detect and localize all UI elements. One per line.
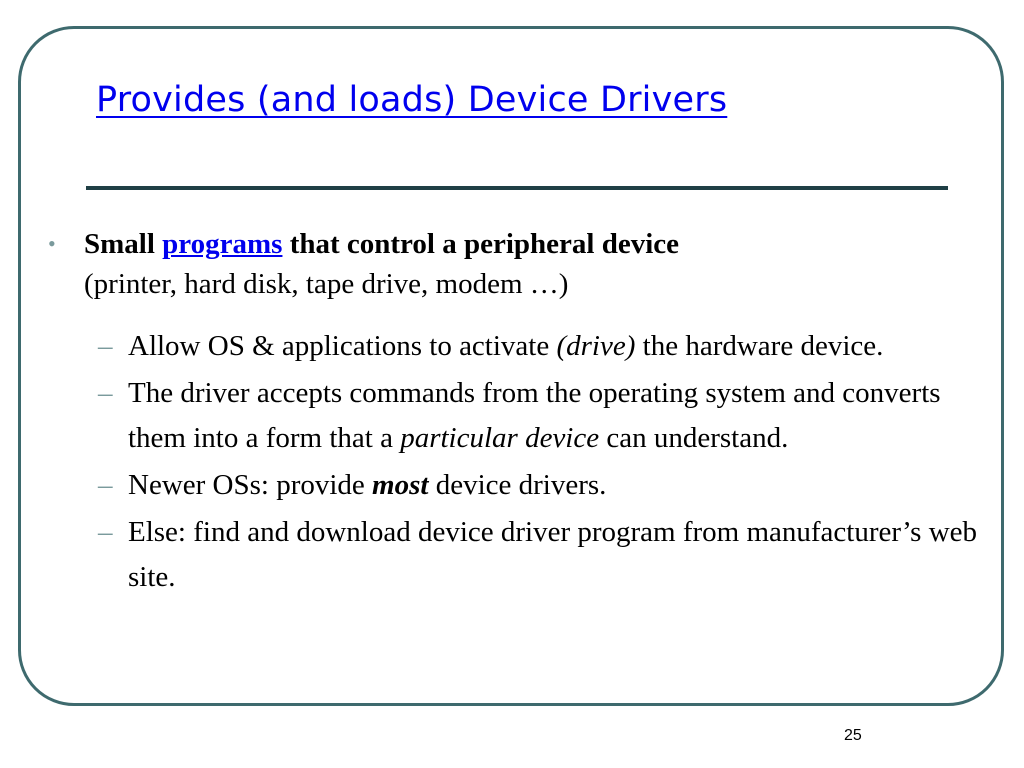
- sub-bullet: [40, 510, 1000, 600]
- slide-title: Provides (and loads) Device Drivers: [96, 80, 728, 120]
- sub-bullet: [40, 371, 1000, 461]
- sub-bullet-text: device drivers.: [435, 469, 607, 501]
- sub-bullet-italic: particular device: [400, 422, 600, 454]
- sub-bullet-emphasis: most: [372, 469, 429, 501]
- sub-bullet-text: Allow OS & applications to activate: [128, 330, 550, 362]
- page-number: 25: [844, 727, 862, 744]
- main-bullet: [40, 224, 1000, 304]
- sub-bullet-marker: –: [98, 330, 113, 362]
- sub-bullet-marker: –: [98, 516, 113, 548]
- sub-bullet-marker: –: [98, 469, 113, 501]
- sub-bullet-text: Newer OSs: provide: [128, 469, 365, 501]
- sub-bullet: [40, 463, 1000, 508]
- programs-link[interactable]: programs: [162, 228, 283, 260]
- sub-bullet-italic: (drive): [556, 330, 636, 362]
- sub-bullet-text: The driver accepts commands from the operating system and converts them into a form that a: [128, 377, 941, 454]
- bullet-rest: that control a peripheral device: [289, 228, 679, 260]
- slide-content: [40, 224, 1000, 602]
- sub-bullet-text: the hardware device.: [642, 330, 884, 362]
- title-divider: [86, 186, 948, 190]
- bullet-examples: (printer, hard disk, tape drive, modem …): [84, 268, 569, 300]
- sub-bullet: [40, 324, 1000, 369]
- sub-bullet-list: [40, 324, 1000, 600]
- sub-bullet-text: Else: find and download device driver program from manufacturer’s web site.: [128, 516, 978, 593]
- sub-bullet-text: can understand.: [606, 422, 789, 454]
- sub-bullet-marker: –: [98, 377, 113, 409]
- bullet-marker: •: [48, 231, 56, 256]
- bullet-lead: Small: [84, 228, 155, 260]
